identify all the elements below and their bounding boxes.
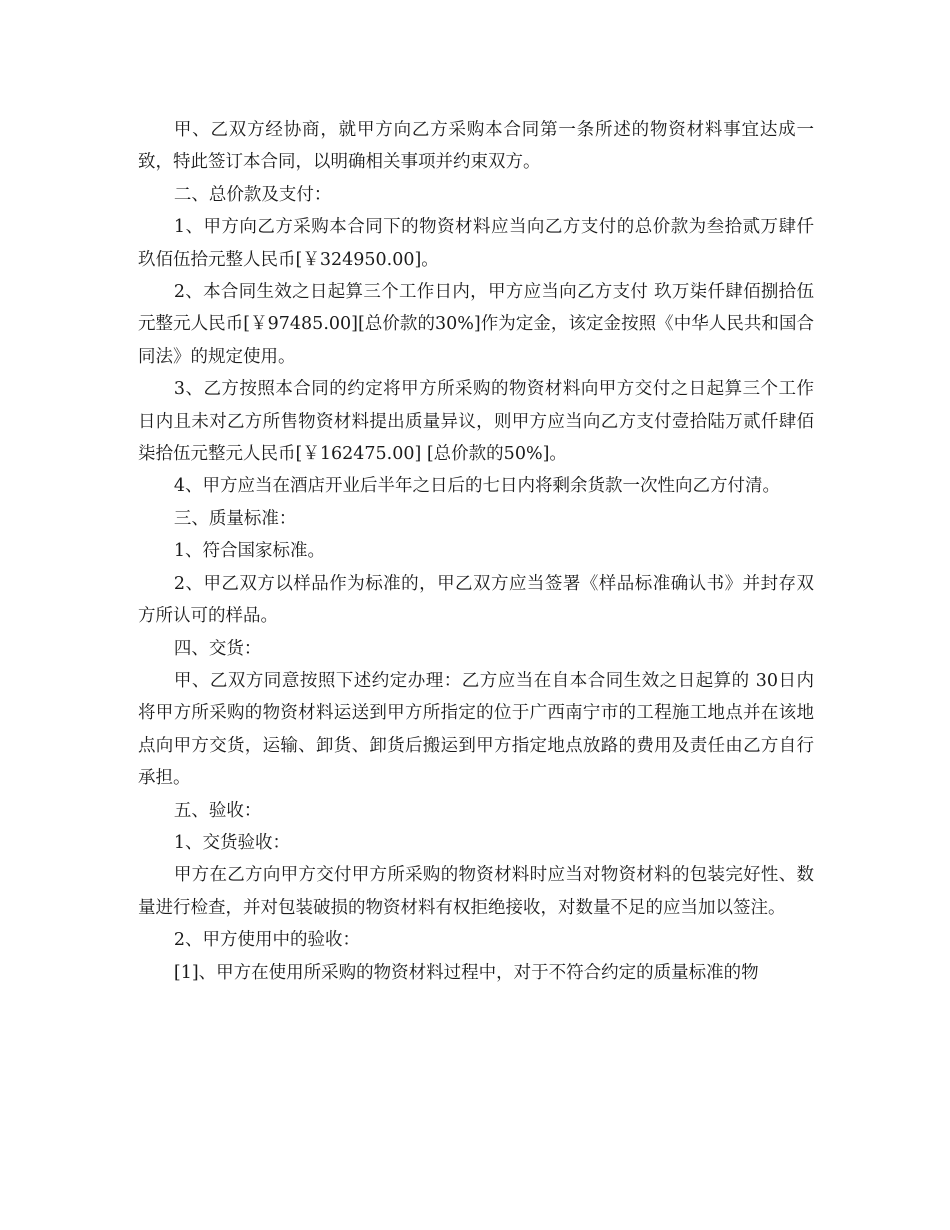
section-heading-acceptance: 五、验收： <box>173 800 262 821</box>
subheading-usage-acceptance: 2、甲方使用中的验收： <box>173 930 361 951</box>
paragraph-delivery-terms: 甲、乙双方同意按照下述约定办理：乙方应当在自本合同生效之日起算的 30日内将甲方所采购的物资材料运送到甲方所指定的位于广西南宁市的工程施工地点并在该地点向甲方交货，运输、卸货、卸货后搬运到甲方指定地点放路的费用及责任由乙方自行承担。 <box>138 670 814 789</box>
paragraph-preamble: 甲、乙双方经协商，就甲方向乙方采购本合同第一条所述的物资材料事宜达成一致，特此签订本合同，以明确相关事项并约束双方。 <box>138 120 814 173</box>
paragraph-final-payment: 4、甲方应当在酒店开业后半年之日后的七日内将剩余货款一次性向乙方付清。 <box>173 476 781 497</box>
paragraph-second-payment: 3、乙方按照本合同的约定将甲方所采购的物资材料向甲方交付之日起算三个工作日内且未对乙方所售物资材料提出质量异议，则甲方应当向乙方支付壹拾陆万贰仟肆佰柒拾伍元整元人民币[￥162475.00] [总价款的50%]。 <box>138 379 814 465</box>
paragraph-total-price: 1、甲方向乙方采购本合同下的物资材料应当向乙方支付的总价款为叁拾贰万肆仟玖佰伍拾元整人民币[￥324950.00]。 <box>138 217 814 270</box>
paragraph-sample-standard: 2、甲乙双方以样品作为标准的，甲乙双方应当签署《样品标准确认书》并封存双方所认可的样品。 <box>138 573 814 627</box>
paragraph-usage-inspection: [1]、甲方在使用所采购的物资材料过程中，对于不符合约定的质量标准的物 <box>173 962 759 983</box>
section-heading-delivery: 四、交货： <box>173 638 262 659</box>
paragraph-deposit: 2、本合同生效之日起算三个工作日内，甲方应当向乙方支付 玖万柒仟肆佰捌拾伍元整元人民币[￥97485.00][总价款的30%]作为定金，该定金按照《中华人民共和国合同法》的规定使用。 <box>138 282 814 367</box>
document-body <box>138 114 814 989</box>
section-heading-price-payment: 二、总价款及支付： <box>173 184 332 205</box>
section-heading-quality: 三、质量标准： <box>173 508 297 529</box>
subheading-delivery-acceptance: 1、交货验收： <box>173 832 291 853</box>
paragraph-national-standard: 1、符合国家标准。 <box>173 541 326 562</box>
paragraph-delivery-inspection: 甲方在乙方向甲方交付甲方所采购的物资材料时应当对物资材料的包装完好性、数量进行检查，并对包装破损的物资材料有权拒绝接收，对数量不足的应当加以签注。 <box>138 865 814 918</box>
